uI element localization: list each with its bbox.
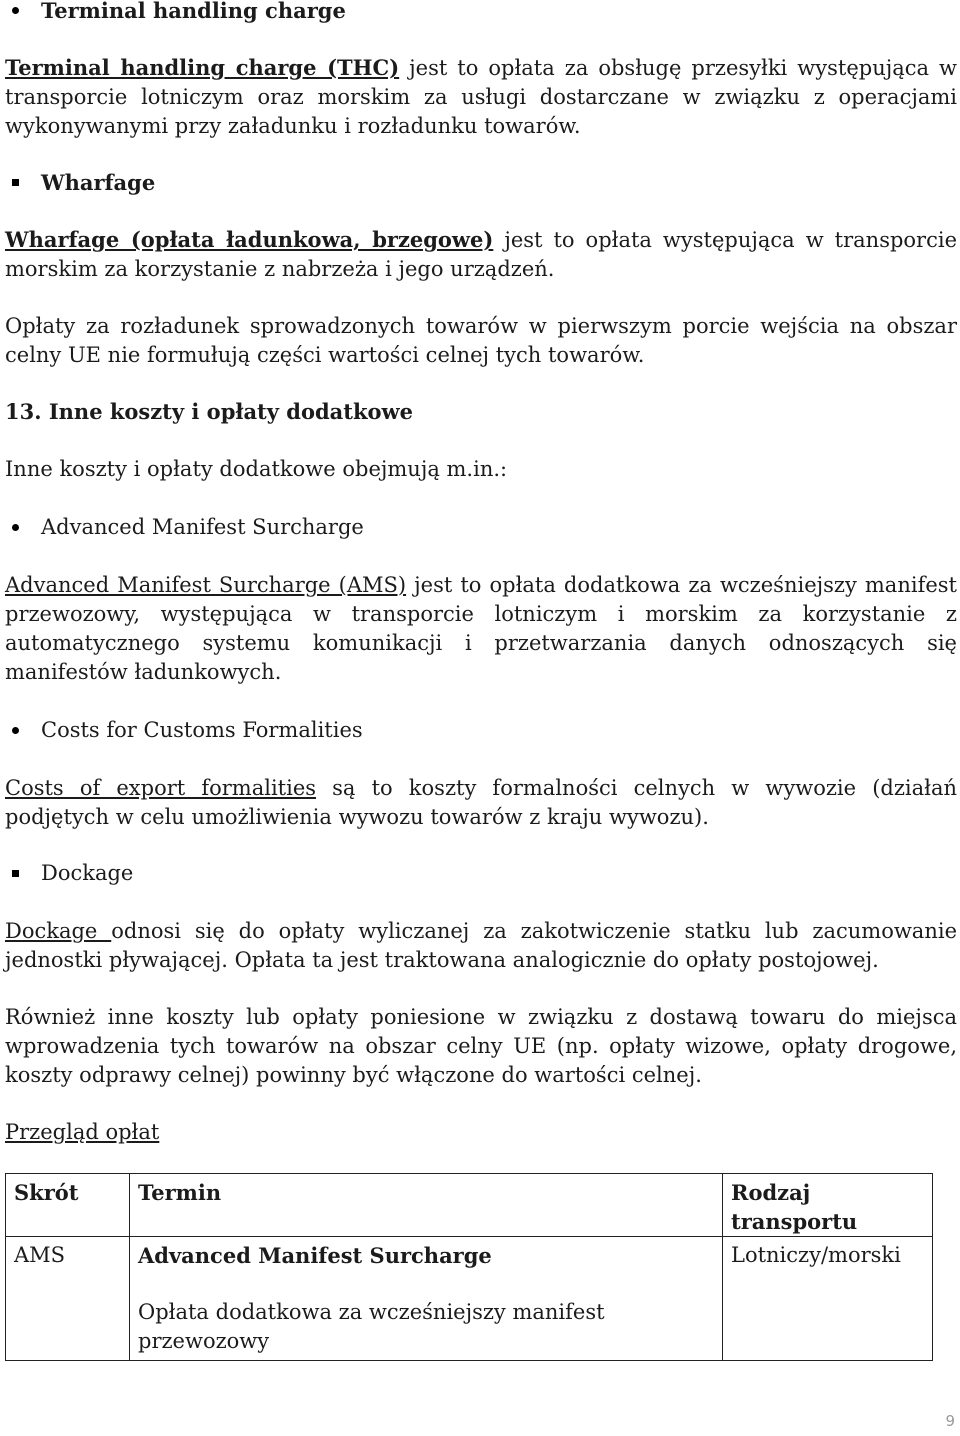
section-13-title: 13. Inne koszty i opłaty dodatkowe (5, 399, 413, 424)
unloading-note: Opłaty za rozładunek sprowadzonych towarów w pierwszym porcie wejścia na obszar celny UE nie formułują części wartości celnej tych towarów. (5, 314, 957, 367)
thc-term: Terminal handling charge (THC) (5, 55, 400, 80)
dockage-term: Dockage (5, 919, 112, 943)
cell-term (130, 1237, 723, 1361)
section-13-intro: Inne koszty i opłaty dodatkowe obejmują m.in.: (5, 457, 508, 481)
thc-heading: Terminal handling charge (5, 0, 346, 24)
wharfage-heading: Wharfage (5, 168, 155, 196)
ams-paragraph: Advanced Manifest Surcharge (AMS) jest to opłata dodatkowa za wcześniejszy manifest przewozowy, występująca w transporcie lotniczym i morskim za korzystanie z automatycznego systemu komunikacji i przetwarzania danych odnoszących się manifestów ładunkowych. (5, 573, 957, 684)
header-transport: Rodzaj transportu (723, 1174, 933, 1237)
thc-paragraph: Terminal handling charge (THC) jest to opłata za obsługę przesyłki występująca w transporcie lotniczym oraz morskim za usługi dostarczane w związku z operacjami wykonywanymi przy załadunku i rozładunku towarów. (5, 55, 958, 138)
table-header-row (6, 1174, 933, 1237)
bullet-icon (5, 716, 25, 745)
customs-term: Costs of export formalities (5, 776, 317, 800)
square-bullet-icon (5, 168, 25, 197)
bullet-icon (5, 513, 25, 542)
cell-term-desc: Opłata dodatkowa za wcześniejszy manifest przewozowy (138, 1300, 605, 1353)
cell-term-name: Advanced Manifest Surcharge (138, 1243, 492, 1268)
square-bullet-icon (5, 859, 25, 888)
customs-paragraph: Costs of export formalities są to koszty formalności celnych w wywozie (działań podjętych w celu umożliwienia wywozu towarów z kraju wywozu). (5, 776, 957, 829)
dockage-paragraph: Dockage odnosi się do opłaty wyliczanej za zakotwiczenie statku lub zacumowanie jednostki pływającej. Opłata ta jest traktowana analogicznie do opłaty postojowej. (5, 919, 957, 972)
customs-heading: Costs for Customs Formalities (5, 716, 363, 744)
wharfage-term: Wharfage (opłata ładunkowa, brzegowe) (5, 227, 494, 252)
fees-table (5, 1173, 933, 1361)
overview-title: Przegląd opłat (5, 1120, 160, 1144)
page-number: 9 (945, 1412, 955, 1430)
bullet-icon (5, 0, 25, 25)
cell-abbr: AMS (6, 1237, 130, 1361)
cell-transport: Lotniczy/morski (723, 1237, 933, 1361)
ams-term: Advanced Manifest Surcharge (AMS) (5, 573, 407, 597)
header-term: Termin (130, 1174, 723, 1237)
wharfage-paragraph: Wharfage (opłata ładunkowa, brzegowe) jest to opłata występująca w transporcie morskim za korzystanie z nabrzeża i jego urządzeń. (5, 227, 957, 281)
ams-heading: Advanced Manifest Surcharge (5, 513, 364, 541)
header-abbr: Skrót (6, 1174, 130, 1237)
dockage-heading: Dockage (5, 859, 133, 887)
also-note: Również inne koszty lub opłaty poniesione w związku z dostawą towaru do miejsca wprowadzenia tych towarów na obszar celny UE (np. opłaty wizowe, opłaty drogowe, koszty odprawy celnej) powinny być włączone do wartości celnej. (5, 1005, 957, 1087)
table-row (6, 1237, 933, 1361)
